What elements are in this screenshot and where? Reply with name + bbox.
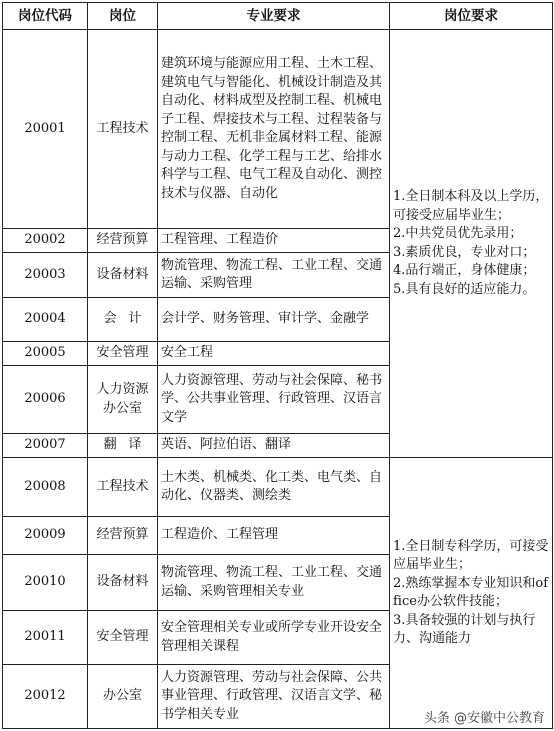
source-watermark: 头条 @安徽中公教育 xyxy=(421,706,548,727)
position-name: 翻译 xyxy=(88,434,158,458)
major-requirement: 英语、阿拉伯语、翻译 xyxy=(158,434,390,458)
major-requirement: 工程造价、工程管理 xyxy=(158,517,390,555)
position-code: 20002 xyxy=(3,229,88,253)
requirement-item: 2.中共党员优先录用； xyxy=(393,226,523,241)
table-row xyxy=(3,458,553,517)
requirement-item: 1.全日制专科学历，可接受应届毕业生； xyxy=(393,538,549,572)
major-requirement: 物流管理、物流工程、工业工程、交通运输、采购管理 xyxy=(158,253,390,298)
position-code: 20008 xyxy=(3,458,88,517)
position-name: 安全管理 xyxy=(88,342,158,366)
requirement-item: 3.具备较强的计划与执行力、沟通能力 xyxy=(393,612,536,646)
position-name: 设备材料 xyxy=(88,555,158,611)
requirements-group-2 xyxy=(390,458,553,729)
position-code: 20009 xyxy=(3,517,88,555)
position-name: 会计 xyxy=(88,298,158,342)
table-header-row xyxy=(3,3,553,30)
header-requirement: 岗位要求 xyxy=(390,3,553,30)
major-requirement: 工程管理、工程造价 xyxy=(158,229,390,253)
major-requirement: 安全工程 xyxy=(158,342,390,366)
major-requirement: 会计学、财务管理、审计学、金融学 xyxy=(158,298,390,342)
position-code: 20012 xyxy=(3,665,88,729)
requirement-item: 4.品行端正，身体健康； xyxy=(393,263,536,278)
major-requirement: 土木类、机械类、化工类、电气类、自动化、仪器类、测绘类 xyxy=(158,458,390,517)
major-requirement: 人力资源管理、劳动与社会保障、秘书学、公共事业管理、行政管理、汉语言文学 xyxy=(158,366,390,434)
major-requirement: 安全管理相关专业或所学专业开设安全管理相关课程 xyxy=(158,611,390,665)
requirement-item: 1.全日制本科及以上学历，可接受应届毕业生； xyxy=(393,189,549,223)
position-name: 经营预算 xyxy=(88,517,158,555)
requirement-item: 5.具有良好的适应能力。 xyxy=(393,281,536,297)
position-name: 人力资源办公室 xyxy=(88,366,158,434)
position-code: 20011 xyxy=(3,611,88,665)
requirement-item: 2.熟练掌握本专业知识和office办公软件技能； xyxy=(393,575,549,609)
position-name: 工程技术 xyxy=(88,458,158,517)
header-major: 专业要求 xyxy=(158,3,390,30)
position-code: 20003 xyxy=(3,253,88,298)
header-code: 岗位代码 xyxy=(3,3,88,30)
position-name: 安全管理 xyxy=(88,611,158,665)
major-requirement: 物流管理、物流工程、工业工程、交通运输、采购管理相关专业 xyxy=(158,555,390,611)
requirement-item: 3.素质优良，专业对口； xyxy=(393,244,536,260)
position-code: 20004 xyxy=(3,298,88,342)
position-name: 设备材料 xyxy=(88,253,158,298)
major-requirement: 建筑环境与能源应用工程、土木工程、建筑电气与智能化、机械设计制造及其自动化、材料成型及控制工程、机械电子工程、焊接技术与工程、过程装备与控制工程、无机非金属材料工程、能源与动力工程、化学工程与工艺、给排水科学与工程、电气工程及自动化、测控技术与仪器、自动化 xyxy=(158,30,390,229)
table-row xyxy=(3,30,553,229)
position-code: 20006 xyxy=(3,366,88,434)
header-post: 岗位 xyxy=(88,3,158,30)
position-name: 工程技术 xyxy=(88,30,158,229)
position-code: 20007 xyxy=(3,434,88,458)
position-code: 20001 xyxy=(3,30,88,229)
requirements-group-1 xyxy=(390,30,553,458)
position-code: 20010 xyxy=(3,555,88,611)
position-name: 经营预算 xyxy=(88,229,158,253)
job-requirements-table xyxy=(2,2,553,729)
position-name: 办公室 xyxy=(88,665,158,729)
major-requirement: 人力资源管理、劳动与社会保障、公共事业管理、行政管理、汉语言文学、秘书学相关专业 xyxy=(158,665,390,729)
position-code: 20005 xyxy=(3,342,88,366)
